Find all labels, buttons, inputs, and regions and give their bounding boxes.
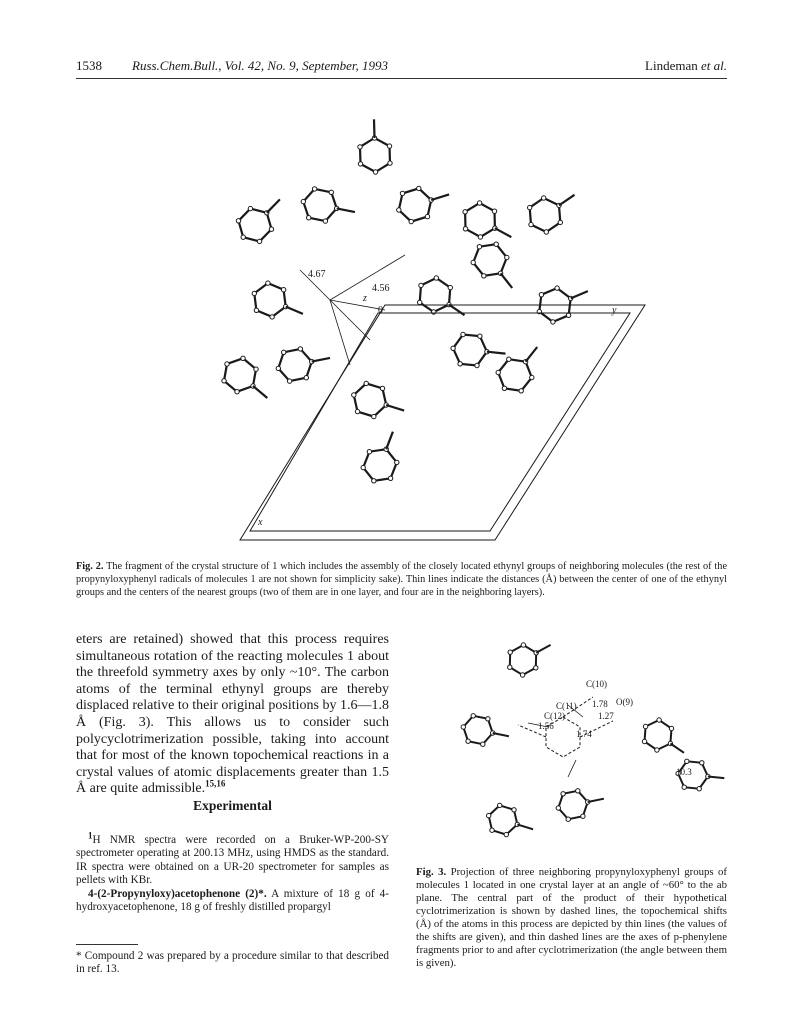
figure-3-caption xyxy=(416,866,727,970)
atom xyxy=(555,286,559,290)
atom xyxy=(372,479,376,483)
bond xyxy=(559,195,575,206)
atom xyxy=(252,291,256,295)
bond xyxy=(517,824,533,829)
atom xyxy=(642,739,646,743)
atom xyxy=(504,832,508,836)
atom xyxy=(417,186,421,190)
atom xyxy=(276,366,280,370)
atom xyxy=(471,714,475,718)
atom xyxy=(367,450,371,454)
benzene-ring xyxy=(645,720,672,750)
atom xyxy=(388,161,392,165)
atom xyxy=(380,386,384,390)
atom xyxy=(463,210,467,214)
atom xyxy=(451,346,455,350)
figure-2-caption-text: The fragment of the crystal structure of 1 which includes the assembly of the closely located ethynyl groups of neighboring molecules (the rest of the propynyloxyphenyl radicals of molecules 1 are not shown for simplicity sake). Thin lines indicate the distances (Å) between the center of one of the ethynyl groups and the centers of the nearest groups (two of them are in one layer, and four are in the neighboring layers). xyxy=(76,561,728,599)
atom xyxy=(492,209,496,213)
molecule-rings xyxy=(222,119,588,483)
atom xyxy=(254,308,258,312)
atom xyxy=(352,393,356,397)
atom xyxy=(528,205,532,209)
figure-2-caption xyxy=(76,560,727,600)
atom xyxy=(521,643,525,647)
atom xyxy=(496,370,500,374)
atom xyxy=(520,673,524,677)
bond xyxy=(312,358,330,362)
atom xyxy=(269,227,273,231)
axis-label-z: z xyxy=(363,293,367,304)
atom xyxy=(487,813,491,817)
atom xyxy=(471,260,475,264)
header-rule xyxy=(76,78,727,79)
atom xyxy=(697,787,701,791)
running-header xyxy=(76,58,727,80)
atom xyxy=(395,460,399,464)
bond xyxy=(431,194,449,200)
benzene-ring xyxy=(453,335,487,366)
atom xyxy=(312,187,316,191)
bond xyxy=(708,777,724,779)
atom xyxy=(361,465,365,469)
bond xyxy=(337,208,355,212)
atom xyxy=(241,235,245,239)
bond xyxy=(493,733,509,736)
atom xyxy=(481,742,485,746)
atom xyxy=(544,230,548,234)
benzene-ring xyxy=(465,203,495,237)
atom xyxy=(270,315,274,319)
atom-label-o9: O(9) xyxy=(616,697,633,707)
atom xyxy=(505,255,509,259)
atom xyxy=(301,199,305,203)
shift-label-1-78: 1.78 xyxy=(592,699,608,709)
bond xyxy=(253,386,267,398)
atom xyxy=(373,170,377,174)
atom xyxy=(530,375,534,379)
page-number: 1538 xyxy=(76,58,102,73)
atom xyxy=(458,362,462,366)
atom xyxy=(241,356,245,360)
atom xyxy=(477,245,481,249)
figure-3-projection xyxy=(408,625,730,847)
atom xyxy=(558,220,562,224)
experimental-text xyxy=(76,830,390,914)
atom xyxy=(248,206,252,210)
atom xyxy=(461,725,465,729)
atom xyxy=(287,379,291,383)
atom xyxy=(419,283,423,287)
atom xyxy=(400,191,404,195)
atom xyxy=(551,320,555,324)
atom xyxy=(529,222,533,226)
atom xyxy=(323,219,327,223)
atom xyxy=(542,196,546,200)
atom xyxy=(477,201,481,205)
benzene-ring xyxy=(254,283,285,317)
atom xyxy=(257,239,261,243)
atom xyxy=(461,332,465,336)
shift-label-1-56: 1.56 xyxy=(538,721,554,731)
bond xyxy=(449,305,465,316)
atom xyxy=(494,242,498,246)
atom xyxy=(236,219,240,223)
distance-label-4-56: 4.56 xyxy=(372,283,390,294)
atom-label-c11: C(11) xyxy=(556,701,577,711)
atom xyxy=(448,285,452,289)
atom xyxy=(434,276,438,280)
atom xyxy=(643,724,647,728)
atom xyxy=(418,300,422,304)
atom xyxy=(372,414,376,418)
atom xyxy=(561,792,565,796)
footnote-rule xyxy=(76,944,138,945)
bond xyxy=(286,307,303,314)
atom xyxy=(539,293,543,297)
atom xyxy=(519,389,523,393)
atom xyxy=(425,214,429,218)
footnote: * Compound 2 was prepared by a procedure similar to that described in ref. 13. xyxy=(76,950,389,976)
atom xyxy=(266,281,270,285)
bond xyxy=(386,432,393,450)
atom xyxy=(387,144,391,148)
atom xyxy=(298,347,302,351)
benzene-ring xyxy=(510,645,536,675)
bond xyxy=(501,273,513,288)
shift-label-1-27: 1.27 xyxy=(598,711,614,721)
atom xyxy=(682,785,686,789)
atom xyxy=(463,227,467,231)
axis-label-y: y xyxy=(612,305,617,316)
bond xyxy=(526,347,538,362)
bond xyxy=(267,199,280,212)
atom xyxy=(498,803,502,807)
nmr-paragraph: $^1$H NMR spectra were recorded on a Bruker-WP-200-SY spectrometer operating at 200.13 MHz, using HMDS as the standard. IR spectra were obtained on a UR-20 spectrometer for samples as pellets with KBr. xyxy=(76,830,389,887)
atom xyxy=(508,665,512,669)
atom xyxy=(482,274,486,278)
figure-2-caption-label: Fig. 2. xyxy=(76,561,104,572)
atom xyxy=(556,806,560,810)
atom xyxy=(388,476,392,480)
atom xyxy=(358,145,362,149)
atom xyxy=(486,717,490,721)
atom xyxy=(225,362,229,366)
atom xyxy=(566,817,570,821)
atom xyxy=(475,363,479,367)
atom-label-c10: C(10) xyxy=(586,679,607,689)
bond xyxy=(495,228,511,237)
atom xyxy=(282,350,286,354)
shift-label-1-74: 1.74 xyxy=(576,729,592,739)
atom xyxy=(432,310,436,314)
bond xyxy=(536,645,550,653)
atom xyxy=(700,761,704,765)
atom xyxy=(235,390,239,394)
atom xyxy=(508,650,512,654)
phenylene-rings xyxy=(461,643,724,837)
atom xyxy=(566,313,570,317)
atom xyxy=(222,379,226,383)
figure-3-caption-label: Fig. 3. xyxy=(416,866,447,878)
atom xyxy=(685,759,689,763)
atom xyxy=(329,190,333,194)
atom xyxy=(507,357,511,361)
atom xyxy=(581,814,585,818)
angle-label: 10.3 xyxy=(676,767,692,777)
atom xyxy=(576,789,580,793)
unit-cell xyxy=(240,305,645,540)
atom xyxy=(254,367,258,371)
atom xyxy=(534,666,538,670)
atom xyxy=(397,208,401,212)
experimental-heading: Experimental xyxy=(193,798,272,813)
figure-2-crystal-structure xyxy=(160,95,660,545)
bond xyxy=(588,799,604,802)
atom xyxy=(478,235,482,239)
bond xyxy=(487,352,506,354)
body-text-column xyxy=(76,632,389,798)
atom xyxy=(669,726,673,730)
bond xyxy=(386,405,404,411)
atom xyxy=(364,381,368,385)
atom xyxy=(502,386,506,390)
journal-citation: Russ.Chem.Bull., Vol. 42, No. 9, September, 1993 xyxy=(132,58,389,73)
atom xyxy=(657,718,661,722)
header-authors: Lindeman et al. xyxy=(645,58,727,73)
figure-3-caption-text: Projection of three neighboring propynyloxyphenyl groups of molecules 1 located in one crystal layer at an angle of ~60° to the ab plane. The central part of the product of their hypothetical cyclotrimerization is shown by dashed lines, the topochemical shifts (Å) of the atoms in this process are depicted by thin lines (the values of the shifts are given), and thin dashed lines are the axes of p-phenylene fragments prior to and after cyclotrimerization (the angle between them is given). xyxy=(416,866,727,969)
atom xyxy=(478,334,482,338)
atom xyxy=(281,288,285,292)
body-paragraph: eters are retained) showed that this process requires simultaneous rotation of the reacting molecules 1 about the threefold symmetry axes by only ~10°. The carbon atoms of the terminal ethynyl groups are thereby displaced relative to their original positions by 1.6—1.8 Å (Fig. 3). This allows us to consider such polycyclotrimerization possible, taking into account that for most of the known topochemical reactions in a crystal values of atomic displacements greater than 1.5 Å are quite admissible.$^{15,16}$ xyxy=(76,632,389,797)
benzene-ring xyxy=(530,198,561,232)
atom-label-c12: C(12) xyxy=(544,711,565,721)
axis-label-x: x xyxy=(258,517,263,528)
atom xyxy=(304,376,308,380)
atom xyxy=(490,828,494,832)
distance-label-4-67: 4.67 xyxy=(308,269,326,280)
bond xyxy=(374,119,375,138)
atom xyxy=(307,216,311,220)
atom xyxy=(409,219,413,223)
benzene-ring xyxy=(420,278,451,312)
atom xyxy=(466,739,470,743)
bond xyxy=(571,291,588,298)
bond xyxy=(670,744,684,753)
reference-superscript: 15,16 xyxy=(205,778,226,789)
atom xyxy=(655,748,659,752)
benzene-ring xyxy=(360,138,390,172)
atom xyxy=(358,162,362,166)
origin-label: 0 xyxy=(378,305,383,316)
compound-paragraph: 4-(2-Propynyloxy)acetophenone (2)*. A mixture of 18 g of 4-hydroxyacetophenone, 18 g of freshly distilled propargyl xyxy=(76,887,390,914)
atom xyxy=(512,808,516,812)
atom xyxy=(355,409,359,413)
